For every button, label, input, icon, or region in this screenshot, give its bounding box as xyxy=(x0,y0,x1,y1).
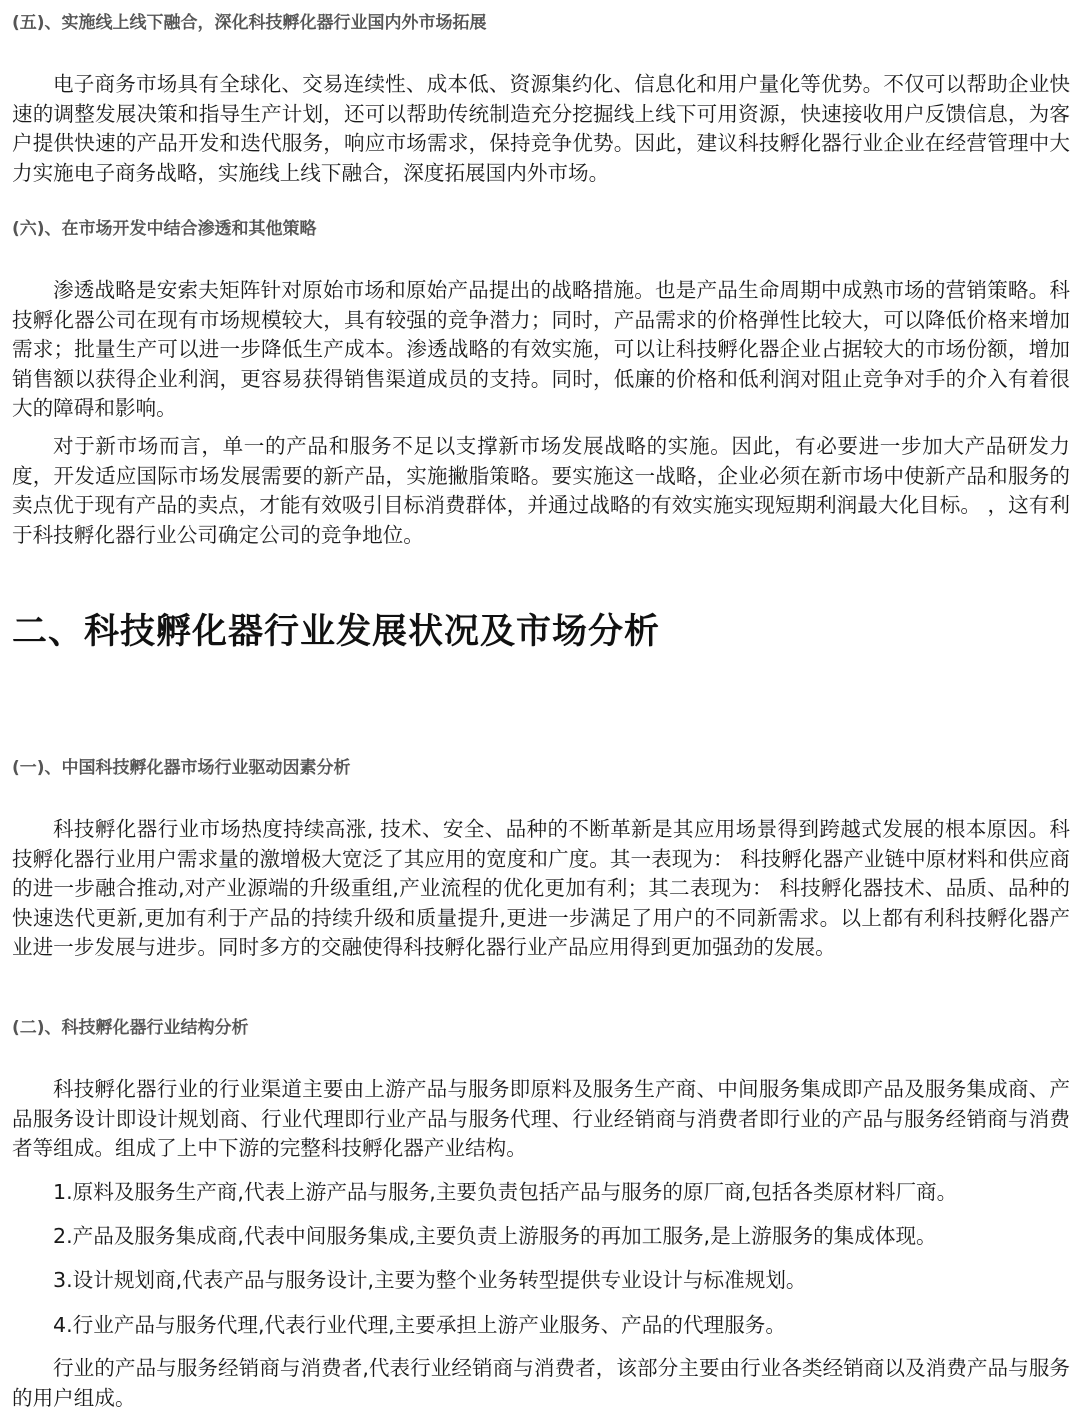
list-item: 4.行业产品与服务代理,代表行业代理,主要承担上游产业服务、产品的代理服务。 xyxy=(53,1313,786,1337)
list-item: 2.产品及服务集成商,代表中间服务集成,主要负责上游服务的再加工服务,是上游服务的集成体现。 xyxy=(53,1224,937,1248)
paragraph: 行业的产品与服务经销商与消费者,代表行业经销商与消费者，该部分主要由行业各类经销商以及消费产品与服务的用户组成。 xyxy=(12,1356,1070,1410)
section-heading: (五)、实施线上线下融合，深化科技孵化器行业国内外市场拓展 xyxy=(12,13,487,33)
paragraph: 渗透战略是安索夫矩阵针对原始市场和原始产品提出的战略措施。也是产品生命周期中成熟市场的营销策略。科技孵化器公司在现有市场规模较大，具有较强的竞争潜力；同时，产品需求的价格弹性比较大，可以降低价格来增加需求；批量生产可以进一步降低生产成本。渗透战略的有效实施，可以让科技孵化器企业占据较大的市场份额，增加销售额以获得企业利润，更容易获得销售渠道成员的支持。同时，低廉的价格和低利润对阻止竞争对手的介入有着很大的障碍和影响。 xyxy=(12,278,1070,420)
paragraph: 电子商务市场具有全球化、交易连续性、成本低、资源集约化、信息化和用户量化等优势。不仅可以帮助企业快速的调整发展决策和指导生产计划，还可以帮助传统制造充分挖掘线上线下可用资源，快速接收用户反馈信息，为客户提供快速的产品开发和迭代服务，响应市场需求，保持竞争优势。因此，建议科技孵化器行业企业在经营管理中大力实施电子商务战略，实施线上线下融合，深度拓展国内外市场。 xyxy=(12,72,1070,185)
section-heading: (一)、中国科技孵化器市场行业驱动因素分析 xyxy=(12,758,351,778)
section-heading: (二)、科技孵化器行业结构分析 xyxy=(12,1018,249,1038)
list-item: 3.设计规划商,代表产品与服务设计,主要为整个业务转型提供专业设计与标准规划。 xyxy=(53,1268,807,1292)
paragraph: 科技孵化器行业市场热度持续高涨, 技术、安全、品种的不断革新是其应用场景得到跨越式发展的根本原因。科技孵化器行业用户需求量的激增极大宽泛了其应用的宽度和广度。其一表现为： 科技孵化器产业链中原材料和供应商的进一步融合推动,对产业源端的升级重组,产业流程的优化更加有利；其二表现为： 科技孵化器技术、品质、品种的快速迭代更新,更加有利于产品的持续升级和质量提升,更进一步满足了用户的不同新需求。以上都有利科技孵化器产业进一步发展与进步。同时多方的交融使得科技孵化器行业产品应用得到更加强劲的发展。 xyxy=(12,817,1070,959)
section-heading: (六)、在市场开发中结合渗透和其他策略 xyxy=(12,219,317,239)
paragraph: 对于新市场而言，单一的产品和服务不足以支撑新市场发展战略的实施。因此，有必要进一步加大产品研发力度，开发适应国际市场发展需要的新产品，实施撇脂策略。要实施这一战略，企业必须在新市场中使新产品和服务的卖点优于现有产品的卖点，才能有效吸引目标消费群体，并通过战略的有效实施实现短期利润最大化目标。 ，这有利于科技孵化器行业公司确定公司的竞争地位。 xyxy=(12,434,1070,547)
paragraph: 科技孵化器行业的行业渠道主要由上游产品与服务即原料及服务生产商、中间服务集成即产品及服务集成商、产品服务设计即设计规划商、行业代理即行业产品与服务代理、行业经销商与消费者即行业的产品与服务经销商与消费者等组成。组成了上中下游的完整科技孵化器产业结构。 xyxy=(12,1077,1070,1160)
chapter-title: 二、科技孵化器行业发展状况及市场分析 xyxy=(12,612,661,652)
list-item: 1.原料及服务生产商,代表上游产品与服务,主要负责包括产品与服务的原厂商,包括各类原材料厂商。 xyxy=(53,1180,958,1204)
